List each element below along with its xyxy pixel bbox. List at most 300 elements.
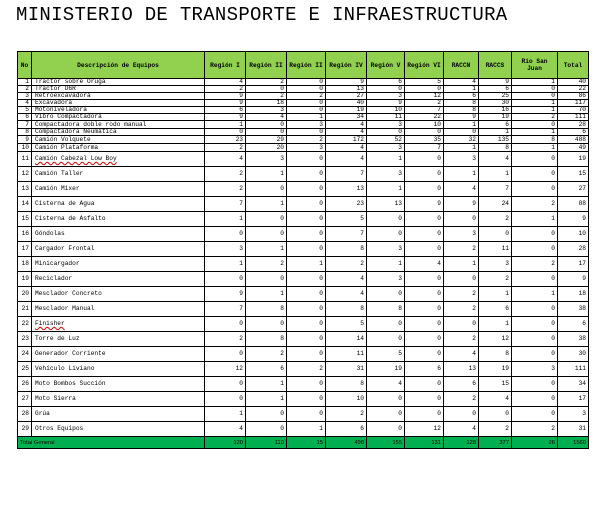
region-value: 0 <box>479 407 512 422</box>
region-value: 9 <box>205 100 246 107</box>
region-value: 0 <box>512 242 558 257</box>
equipment-description: Mesclador Concreto <box>32 287 205 302</box>
region-value: 0 <box>246 212 287 227</box>
region-value: 7 <box>205 197 246 212</box>
region-value: 52 <box>367 136 405 144</box>
region-value: 32 <box>444 136 479 144</box>
table-row <box>18 152 589 167</box>
region-value: 9 <box>367 100 405 107</box>
region-value: 2 <box>287 136 326 144</box>
row-number: 20 <box>18 287 32 302</box>
row-number: 26 <box>18 377 32 392</box>
region-value: 2 <box>246 93 287 100</box>
region-value: 4 <box>326 287 367 302</box>
equipment-description: Tractor sobre Oruga <box>32 79 205 86</box>
region-value: 6 <box>479 86 512 93</box>
region-value: 1 <box>512 144 558 152</box>
region-value: 12 <box>479 332 512 347</box>
region-value: 8 <box>326 242 367 257</box>
region-value: 7 <box>405 107 444 114</box>
region-value: 9 <box>444 114 479 121</box>
table-row <box>18 272 589 287</box>
region-value: 2 <box>205 332 246 347</box>
region-value: 8 <box>444 100 479 107</box>
table-row <box>18 212 589 227</box>
row-total: 19 <box>558 152 589 167</box>
region-value: 2 <box>512 197 558 212</box>
region-value: 1 <box>512 100 558 107</box>
region-value: 3 <box>287 121 326 129</box>
region-value: 4 <box>326 129 367 136</box>
row-total: 31 <box>558 422 589 437</box>
table-row <box>18 182 589 197</box>
region-value: 4 <box>326 272 367 287</box>
region-value: 1 <box>205 121 246 129</box>
column-header: Región I <box>205 52 246 79</box>
region-value: 2 <box>205 144 246 152</box>
region-value: 0 <box>512 167 558 182</box>
region-value: 35 <box>405 136 444 144</box>
row-total: 111 <box>558 114 589 121</box>
region-value: 4 <box>444 79 479 86</box>
region-value: 23 <box>326 197 367 212</box>
column-header: RACCS <box>479 52 512 79</box>
column-header: Región V <box>367 52 405 79</box>
row-number: 11 <box>18 152 32 167</box>
region-value: 23 <box>205 136 246 144</box>
region-value: 0 <box>205 392 246 407</box>
region-value: 0 <box>246 182 287 197</box>
equipment-description: Grúa <box>32 407 205 422</box>
region-value: 2 <box>444 332 479 347</box>
region-value: 40 <box>326 100 367 107</box>
region-value: 0 <box>512 302 558 317</box>
region-value: 0 <box>287 107 326 114</box>
region-value: 0 <box>205 129 246 136</box>
region-value: 0 <box>479 227 512 242</box>
row-number: 4 <box>18 100 32 107</box>
region-value: 0 <box>367 227 405 242</box>
region-value: 4 <box>205 152 246 167</box>
region-total: 377 <box>479 437 512 449</box>
row-total: 88 <box>558 197 589 212</box>
table-row <box>18 197 589 212</box>
row-total: 27 <box>558 182 589 197</box>
region-total: 128 <box>444 437 479 449</box>
region-total: 120 <box>205 437 246 449</box>
region-value: 1 <box>246 392 287 407</box>
region-value: 1 <box>444 167 479 182</box>
region-value: 2 <box>512 114 558 121</box>
region-value: 6 <box>367 79 405 86</box>
region-value: 0 <box>287 197 326 212</box>
row-number: 25 <box>18 362 32 377</box>
region-value: 1 <box>287 422 326 437</box>
row-number: 8 <box>18 129 32 136</box>
region-value: 4 <box>326 152 367 167</box>
equipment-description: Vehículo Liviano <box>32 362 205 377</box>
equipment-description: Camión Taller <box>32 167 205 182</box>
region-value: 27 <box>326 93 367 100</box>
region-total: 15 <box>287 437 326 449</box>
region-value: 1 <box>367 182 405 197</box>
region-value: 1 <box>479 129 512 136</box>
region-value: 2 <box>444 392 479 407</box>
region-value: 0 <box>405 347 444 362</box>
row-number: 1 <box>18 79 32 86</box>
region-value: 2 <box>479 212 512 227</box>
region-value: 1 <box>205 212 246 227</box>
region-value: 5 <box>326 212 367 227</box>
region-value: 2 <box>246 257 287 272</box>
equipment-description: Góndolas <box>32 227 205 242</box>
equipment-description: Finisher <box>32 317 205 332</box>
region-value: 9 <box>205 93 246 100</box>
region-value: 11 <box>367 114 405 121</box>
region-value: 0 <box>367 332 405 347</box>
column-header: Región IV <box>326 52 367 79</box>
column-header: Río San Juan <box>512 52 558 79</box>
column-header: Región II <box>246 52 287 79</box>
region-value: 8 <box>479 347 512 362</box>
region-value: 0 <box>287 86 326 93</box>
table-row <box>18 114 589 121</box>
region-value: 7 <box>326 167 367 182</box>
region-value: 7 <box>326 227 367 242</box>
region-value: 0 <box>205 347 246 362</box>
equipment-description: Moto Sierra <box>32 392 205 407</box>
region-value: 3 <box>367 144 405 152</box>
table-row <box>18 347 589 362</box>
region-value: 2 <box>444 242 479 257</box>
region-value: 19 <box>479 114 512 121</box>
region-value: 6 <box>479 302 512 317</box>
region-total: 155 <box>367 437 405 449</box>
row-total: 17 <box>558 392 589 407</box>
region-value: 4 <box>246 114 287 121</box>
region-value: 2 <box>246 347 287 362</box>
table-row <box>18 79 589 86</box>
region-value: 7 <box>405 144 444 152</box>
region-value: 13 <box>326 182 367 197</box>
row-number: 12 <box>18 167 32 182</box>
row-number: 7 <box>18 121 32 129</box>
grand-total: 1560 <box>558 437 589 449</box>
table-row <box>18 86 589 93</box>
region-value: 4 <box>444 422 479 437</box>
region-value: 0 <box>512 152 558 167</box>
column-header: Total <box>558 52 589 79</box>
region-value: 0 <box>287 347 326 362</box>
region-value: 3 <box>367 242 405 257</box>
row-total: 28 <box>558 242 589 257</box>
region-value: 1 <box>205 257 246 272</box>
equipment-description: Camión Plataforma <box>32 144 205 152</box>
row-total: 17 <box>558 257 589 272</box>
region-value: 14 <box>326 332 367 347</box>
region-value: 1 <box>512 287 558 302</box>
table-row <box>18 144 589 152</box>
region-value: 0 <box>512 272 558 287</box>
region-total: 498 <box>326 437 367 449</box>
region-value: 13 <box>367 197 405 212</box>
equipment-description: Minicargador <box>32 257 205 272</box>
row-total: 6 <box>558 317 589 332</box>
region-value: 4 <box>479 392 512 407</box>
row-total: 34 <box>558 377 589 392</box>
row-number: 27 <box>18 392 32 407</box>
equipment-description: Tractor D6R <box>32 86 205 93</box>
region-value: 0 <box>205 317 246 332</box>
region-value: 2 <box>444 302 479 317</box>
region-value: 19 <box>367 362 405 377</box>
region-value: 6 <box>479 121 512 129</box>
region-value: 1 <box>367 257 405 272</box>
region-value: 0 <box>512 227 558 242</box>
region-value: 1 <box>444 121 479 129</box>
region-value: 0 <box>444 407 479 422</box>
region-value: 0 <box>405 242 444 257</box>
equipment-description: Generador Corriente <box>32 347 205 362</box>
region-value: 0 <box>512 377 558 392</box>
region-value: 1 <box>287 114 326 121</box>
equipment-description: Camión Volquete <box>32 136 205 144</box>
region-total: 131 <box>405 437 444 449</box>
region-value: 4 <box>479 152 512 167</box>
row-number: 14 <box>18 197 32 212</box>
region-value: 12 <box>405 93 444 100</box>
column-header: Región VI <box>405 52 444 79</box>
row-total: 40 <box>558 79 589 86</box>
region-value: 13 <box>444 362 479 377</box>
region-value: 9 <box>326 79 367 86</box>
region-value: 1 <box>444 144 479 152</box>
region-value: 4 <box>444 347 479 362</box>
equipment-description: Excavadora <box>32 100 205 107</box>
region-value: 22 <box>405 114 444 121</box>
region-value: 2 <box>479 422 512 437</box>
region-value: 8 <box>512 136 558 144</box>
region-value: 11 <box>479 242 512 257</box>
region-value: 0 <box>444 212 479 227</box>
region-value: 1 <box>512 212 558 227</box>
region-value: 7 <box>205 302 246 317</box>
table-row <box>18 377 589 392</box>
table-row <box>18 107 589 114</box>
region-value: 0 <box>444 129 479 136</box>
table-row <box>18 392 589 407</box>
column-header: Región II <box>287 52 326 79</box>
region-value: 3 <box>246 107 287 114</box>
region-value: 0 <box>367 212 405 227</box>
equipment-description: Camión Cabezal Low Boy <box>32 152 205 167</box>
table-row <box>18 287 589 302</box>
equipment-description: Otros Equipos <box>32 422 205 437</box>
region-value: 0 <box>405 302 444 317</box>
table-row <box>18 332 589 347</box>
region-value: 5 <box>405 79 444 86</box>
region-value: 3 <box>444 152 479 167</box>
region-value: 2 <box>512 257 558 272</box>
equipment-description: Torre de Luz <box>32 332 205 347</box>
region-value: 0 <box>246 272 287 287</box>
row-number: 23 <box>18 332 32 347</box>
equipment-description: Cisterna de Agua <box>32 197 205 212</box>
region-value: 10 <box>405 121 444 129</box>
region-value: 0 <box>287 377 326 392</box>
table-row <box>18 100 589 107</box>
region-value: 0 <box>405 287 444 302</box>
region-value: 9 <box>479 79 512 86</box>
row-number: 29 <box>18 422 32 437</box>
region-value: 2 <box>205 167 246 182</box>
region-value: 0 <box>405 129 444 136</box>
region-value: 0 <box>405 407 444 422</box>
region-value: 0 <box>246 121 287 129</box>
region-value: 8 <box>479 144 512 152</box>
region-value: 0 <box>405 317 444 332</box>
region-value: 2 <box>287 93 326 100</box>
region-value: 19 <box>479 362 512 377</box>
region-value: 11 <box>326 347 367 362</box>
column-header: Descripción de Equipos <box>32 52 205 79</box>
region-value: 1 <box>512 129 558 136</box>
table-row <box>18 136 589 144</box>
region-value: 0 <box>246 422 287 437</box>
region-value: 30 <box>479 100 512 107</box>
region-value: 0 <box>246 129 287 136</box>
region-value: 0 <box>367 86 405 93</box>
table-row <box>18 121 589 129</box>
region-value: 0 <box>287 129 326 136</box>
equipment-description: Mesclador Manual <box>32 302 205 317</box>
region-value: 0 <box>287 407 326 422</box>
region-value: 16 <box>479 107 512 114</box>
row-total: 86 <box>558 93 589 100</box>
region-value: 0 <box>287 182 326 197</box>
region-value: 3 <box>367 93 405 100</box>
row-number: 18 <box>18 257 32 272</box>
equipment-description: Retroexcavadora <box>32 93 205 100</box>
region-value: 4 <box>326 144 367 152</box>
region-value: 0 <box>246 86 287 93</box>
row-number: 13 <box>18 182 32 197</box>
row-total: 15 <box>558 167 589 182</box>
region-value: 1 <box>246 167 287 182</box>
region-value: 0 <box>367 129 405 136</box>
table-row <box>18 422 589 437</box>
row-total: 488 <box>558 136 589 144</box>
equipment-description: Compactadora Neumática <box>32 129 205 136</box>
region-value: 0 <box>512 332 558 347</box>
region-value: 1 <box>512 107 558 114</box>
row-number: 19 <box>18 272 32 287</box>
region-value: 0 <box>287 242 326 257</box>
row-total: 111 <box>558 362 589 377</box>
row-number: 5 <box>18 107 32 114</box>
region-value: 2 <box>205 86 246 93</box>
region-value: 2 <box>287 362 326 377</box>
region-value: 18 <box>246 100 287 107</box>
region-value: 0 <box>512 93 558 100</box>
row-total: 28 <box>558 121 589 129</box>
table-row <box>18 407 589 422</box>
region-value: 7 <box>479 182 512 197</box>
region-value: 1 <box>246 377 287 392</box>
region-value: 0 <box>287 79 326 86</box>
total-row <box>18 437 589 449</box>
region-value: 3 <box>367 272 405 287</box>
region-value: 1 <box>246 287 287 302</box>
region-value: 0 <box>512 182 558 197</box>
region-value: 9 <box>405 197 444 212</box>
region-value: 8 <box>246 332 287 347</box>
region-value: 2 <box>405 100 444 107</box>
region-value: 0 <box>287 392 326 407</box>
row-number: 22 <box>18 317 32 332</box>
region-value: 2 <box>479 272 512 287</box>
region-value: 1 <box>479 167 512 182</box>
region-value: 4 <box>205 79 246 86</box>
row-number: 17 <box>18 242 32 257</box>
region-value: 0 <box>205 227 246 242</box>
row-total: 6 <box>558 129 589 136</box>
row-total: 22 <box>558 86 589 93</box>
region-value: 2 <box>444 287 479 302</box>
region-value: 0 <box>367 317 405 332</box>
region-value: 31 <box>326 362 367 377</box>
row-total: 3 <box>558 407 589 422</box>
region-value: 0 <box>287 212 326 227</box>
region-value: 0 <box>444 317 479 332</box>
row-number: 2 <box>18 86 32 93</box>
region-value: 19 <box>326 107 367 114</box>
region-value: 29 <box>246 136 287 144</box>
row-total: 117 <box>558 100 589 107</box>
row-total: 18 <box>558 287 589 302</box>
region-value: 172 <box>326 136 367 144</box>
region-value: 0 <box>287 332 326 347</box>
region-value: 10 <box>367 107 405 114</box>
region-value: 6 <box>405 362 444 377</box>
region-value: 2 <box>205 182 246 197</box>
region-value: 3 <box>444 227 479 242</box>
region-value: 0 <box>512 317 558 332</box>
row-total: 9 <box>558 272 589 287</box>
region-value: 1 <box>444 86 479 93</box>
region-value: 1 <box>479 317 512 332</box>
region-total: 110 <box>246 437 287 449</box>
total-label: Total General <box>18 437 205 449</box>
region-value: 1 <box>479 287 512 302</box>
region-value: 0 <box>367 422 405 437</box>
equipment-description: Cisterna de Asfalto <box>32 212 205 227</box>
region-value: 2 <box>326 257 367 272</box>
row-total: 9 <box>558 212 589 227</box>
region-value: 34 <box>326 114 367 121</box>
row-number: 15 <box>18 212 32 227</box>
region-value: 0 <box>512 347 558 362</box>
region-value: 10 <box>326 392 367 407</box>
region-value: 8 <box>326 377 367 392</box>
region-value: 8 <box>246 302 287 317</box>
region-value: 13 <box>326 86 367 93</box>
region-value: 1 <box>205 407 246 422</box>
column-header: RACCN <box>444 52 479 79</box>
table-body <box>18 79 589 449</box>
table-row <box>18 242 589 257</box>
region-value: 24 <box>479 197 512 212</box>
